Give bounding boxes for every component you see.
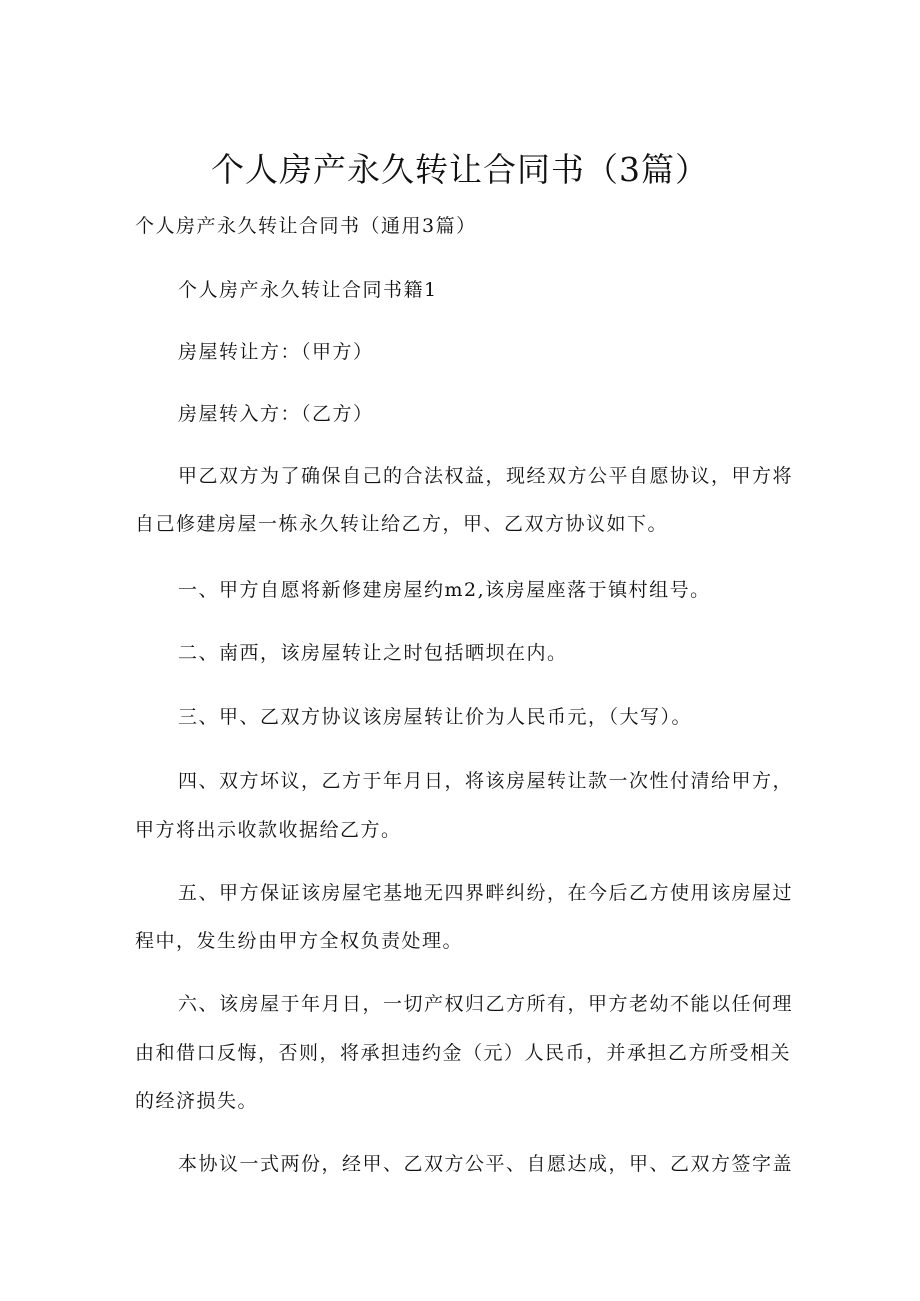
intro-paragraph-line-1: 甲乙双方为了确保自己的合法权益，现经双方公平自愿协议，甲方将 (178, 465, 794, 487)
section-heading: 个人房产永久转让合同书籍1 (178, 279, 438, 301)
intro-paragraph-line-2: 自己修建房屋一栋永久转让给乙方，甲、乙双方协议如下。 (135, 513, 669, 535)
clause-3: 三、甲、乙双方协议该房屋转让价为人民币元，（大写）。 (178, 706, 693, 728)
document-subtitle: 个人房产永久转让合同书（通用3篇） (135, 215, 477, 237)
clause-5-line-2: 程中，发生纷由甲方全权负责处理。 (135, 930, 464, 952)
seller-party-line: 房屋转让方：（甲方） (178, 341, 374, 363)
buyer-party-line: 房屋转入方：（乙方） (178, 403, 374, 425)
clause-6-line-1: 六、该房屋于年月日，一切产权归乙方所有，甲方老幼不能以任何理 (178, 993, 794, 1015)
clause-4-line-1: 四、双方坏议，乙方于年月日，将该房屋转让款一次性付清给甲方， (178, 770, 794, 792)
clause-2: 二、南西，该房屋转让之时包括晒坝在内。 (178, 642, 568, 664)
closing-paragraph-line-1: 本协议一式两份，经甲、乙双方公平、自愿达成，甲、乙双方签字盖 (178, 1153, 794, 1175)
document-title: 个人房产永久转让合同书（3篇） (211, 150, 709, 189)
clause-1: 一、甲方自愿将新修建房屋约m2,该房屋座落于镇村组号。 (178, 579, 711, 601)
clause-6-line-2: 由和借口反悔，否则，将承担违约金（元）人民币，并承担乙方所受相关 (135, 1042, 792, 1064)
clause-5-line-1: 五、甲方保证该房屋宅基地无四界畔纠纷，在今后乙方使用该房屋过 (178, 882, 794, 904)
clause-6-line-3: 的经济损失。 (135, 1090, 259, 1112)
clause-4-line-2: 甲方将出示收款收据给乙方。 (135, 819, 402, 841)
